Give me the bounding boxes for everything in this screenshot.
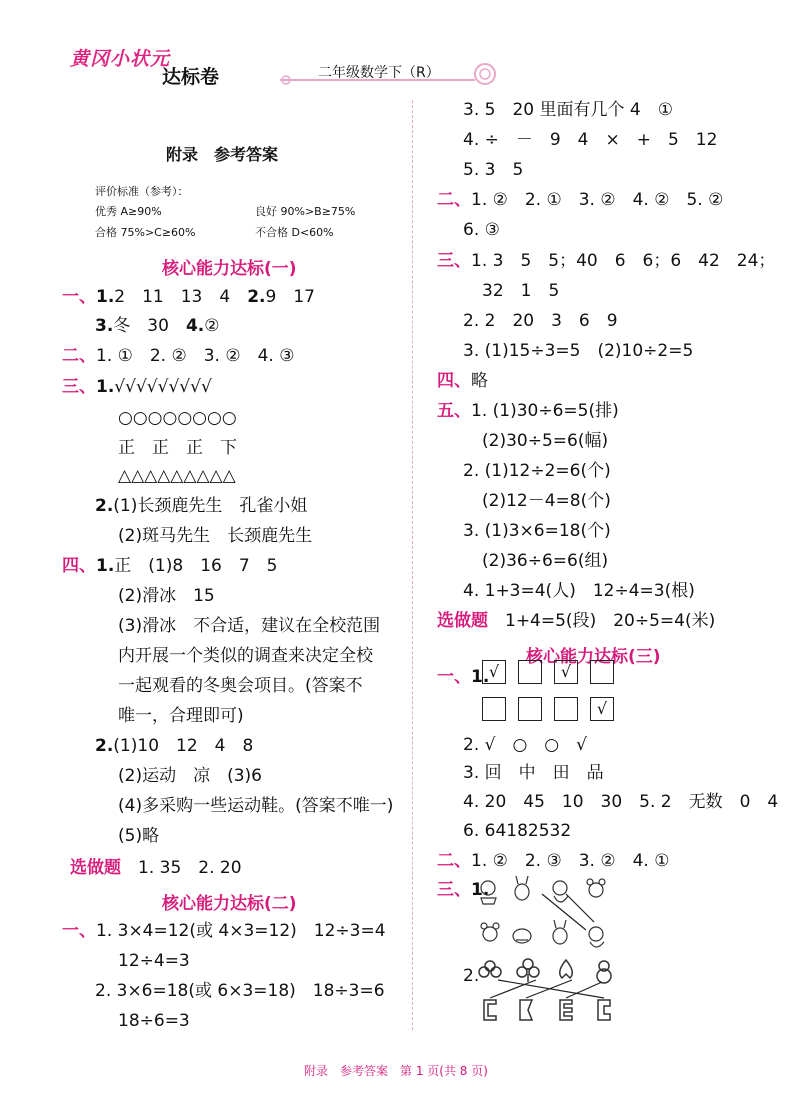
rabbit-icon bbox=[515, 876, 529, 900]
answer-line: 32 1 5 bbox=[482, 281, 560, 301]
half-shape-icon bbox=[560, 1000, 572, 1020]
half-shape-icon bbox=[598, 1000, 610, 1020]
answer-line: (2)运动 凉 (3)6 bbox=[118, 766, 262, 786]
mouse-icon bbox=[587, 879, 605, 897]
answer-line: (2)36÷6=6(组) bbox=[482, 551, 609, 571]
header-subject: 二年级数学下（R） bbox=[318, 65, 440, 81]
answer-line: 2. √ ○ ○ √ bbox=[463, 735, 587, 755]
answer-box bbox=[590, 660, 614, 684]
answer-box bbox=[482, 697, 506, 721]
answer-line: (2)12－4=8(个) bbox=[482, 491, 611, 511]
rooster-icon bbox=[589, 927, 604, 947]
answer-line: 4. 20 45 10 30 5. 2 无数 0 4 bbox=[463, 792, 779, 812]
answer-line: 选做题 1. 35 2. 20 bbox=[70, 858, 242, 878]
answer-line: 选做题 1+4=5(段) 20÷5=4(米) bbox=[437, 611, 716, 631]
answer-line: (5)略 bbox=[118, 826, 160, 846]
rabbit-icon bbox=[553, 920, 567, 944]
answer-box: √ bbox=[590, 697, 614, 721]
answer-line: 3. (1)15÷3=5 (2)10÷2=5 bbox=[463, 341, 694, 361]
checkbox-row-2 bbox=[482, 697, 626, 721]
answer-line: 4. ÷ － 9 4 × + 5 12 bbox=[463, 130, 718, 150]
answer-line: 五、1. (1)30÷6=5(排) bbox=[437, 401, 619, 421]
checkbox-row-1 bbox=[482, 660, 626, 684]
answer-line: 2. (1)12÷2=6(个) bbox=[463, 461, 611, 481]
page-footer: 附录 参考答案 第 1 页(共 8 页) bbox=[304, 1064, 488, 1078]
gourd-icon bbox=[597, 961, 611, 983]
answer-line: 3. 5 20 里面有几个 4 ① bbox=[463, 100, 673, 120]
criteria-fail: 不合格 D<60% bbox=[255, 226, 334, 239]
page-title: 附录 参考答案 bbox=[166, 145, 279, 164]
answer-box bbox=[518, 697, 542, 721]
shape-matching-figure bbox=[476, 956, 626, 1028]
flower-icon bbox=[479, 961, 501, 977]
answer-line: 三、1. bbox=[437, 880, 490, 900]
club-icon bbox=[517, 959, 539, 982]
answer-line: 2. bbox=[463, 966, 480, 986]
answer-line: 三、1. 3 5 5；40 6 6；6 42 24； bbox=[437, 251, 776, 271]
answer-line: 2.(1)10 12 4 8 bbox=[95, 736, 254, 756]
answer-box bbox=[554, 697, 578, 721]
monkey-icon bbox=[481, 881, 496, 904]
brand-logo bbox=[70, 44, 170, 71]
half-shape-icon bbox=[484, 1000, 496, 1020]
answer-line: 18÷6=3 bbox=[118, 1011, 190, 1031]
answer-line: 6. ③ bbox=[463, 220, 500, 240]
section-title-3: 核心能力达标(三) bbox=[526, 647, 661, 667]
answer-line: 一、1. bbox=[437, 667, 490, 687]
answer-line: 5. 3 5 bbox=[463, 160, 524, 180]
criteria-pass: 合格 75%>C≥60% bbox=[95, 226, 196, 239]
criteria-excellent: 优秀 A≥90% bbox=[95, 205, 162, 218]
answer-line: 3. 回 中 田 品 bbox=[463, 763, 604, 783]
section-title-2: 核心能力达标(二) bbox=[162, 894, 297, 914]
answer-line: 正 正 正 下 bbox=[118, 438, 237, 458]
half-shape-icon bbox=[520, 1000, 532, 1020]
animal-matching-figure bbox=[476, 876, 626, 954]
tiger-icon bbox=[513, 929, 531, 943]
answer-line: (4)多采购一些运动鞋。(答案不唯一) bbox=[118, 796, 394, 816]
answer-line: (3)滑冰 不合适，建议在全校范围 bbox=[118, 616, 381, 636]
answer-line: 2.(1)长颈鹿先生 孔雀小姐 bbox=[95, 496, 308, 516]
answer-line: 2. 2 20 3 6 9 bbox=[463, 311, 618, 331]
answer-line: 2. 3×6=18(或 6×3=18) 18÷3=6 bbox=[95, 981, 385, 1001]
answer-line: (2)斑马先生 长颈鹿先生 bbox=[118, 526, 313, 546]
answer-line: 二、1. ② 2. ③ 3. ② 4. ① bbox=[437, 851, 670, 871]
section-title-1: 核心能力达标(一) bbox=[162, 259, 297, 279]
answer-line: 二、1. ① 2. ② 3. ② 4. ③ bbox=[62, 346, 295, 366]
answer-line: (2)30÷5=6(幅) bbox=[482, 431, 609, 451]
answer-line: 内开展一个类似的调查来决定全校 bbox=[118, 646, 373, 666]
answer-line: 一、1. 3×4=12(或 4×3=12) 12÷3=4 bbox=[62, 921, 386, 941]
answer-line: 三、1.√√√√√√√√√ bbox=[62, 377, 212, 397]
answer-box: √ bbox=[554, 660, 578, 684]
answer-line: △△△△△△△△△ bbox=[118, 466, 236, 486]
answer-line: 唯一，合理即可) bbox=[118, 706, 244, 726]
header-title: 达标卷 bbox=[162, 66, 220, 88]
answer-line: 3.冬 30 4.② bbox=[95, 316, 220, 336]
answer-line: 12÷4=3 bbox=[118, 951, 190, 971]
answer-line: 一起观看的冬奥会项目。(答案不 bbox=[118, 676, 363, 696]
answer-line: 一、1.2 11 13 4 2.9 17 bbox=[62, 287, 315, 307]
answer-line: 四、略 bbox=[437, 371, 488, 391]
answer-line: (2)滑冰 15 bbox=[118, 586, 215, 606]
rooster-icon bbox=[553, 881, 568, 902]
answer-line: 二、1. ② 2. ① 3. ② 4. ② 5. ② bbox=[437, 190, 724, 210]
brand-text: 黄冈小状元 bbox=[70, 48, 171, 70]
criteria-good: 良好 90%>B≥75% bbox=[255, 205, 356, 218]
answer-line: 四、1.正 (1)8 16 7 5 bbox=[62, 556, 278, 576]
criteria-heading: 评价标准（参考）： bbox=[95, 185, 189, 198]
mouse-icon bbox=[481, 923, 499, 941]
answer-line: 4. 1+3=4(人) 12÷4=3(根) bbox=[463, 581, 695, 601]
answer-line: 6. 64182532 bbox=[463, 821, 572, 841]
column-divider bbox=[412, 100, 413, 1030]
spade-icon bbox=[560, 960, 573, 978]
answer-line: 3. (1)3×6=18(个) bbox=[463, 521, 611, 541]
answer-line: ○○○○○○○○ bbox=[118, 408, 237, 428]
answer-box: √ bbox=[482, 660, 506, 684]
answer-box bbox=[518, 660, 542, 684]
